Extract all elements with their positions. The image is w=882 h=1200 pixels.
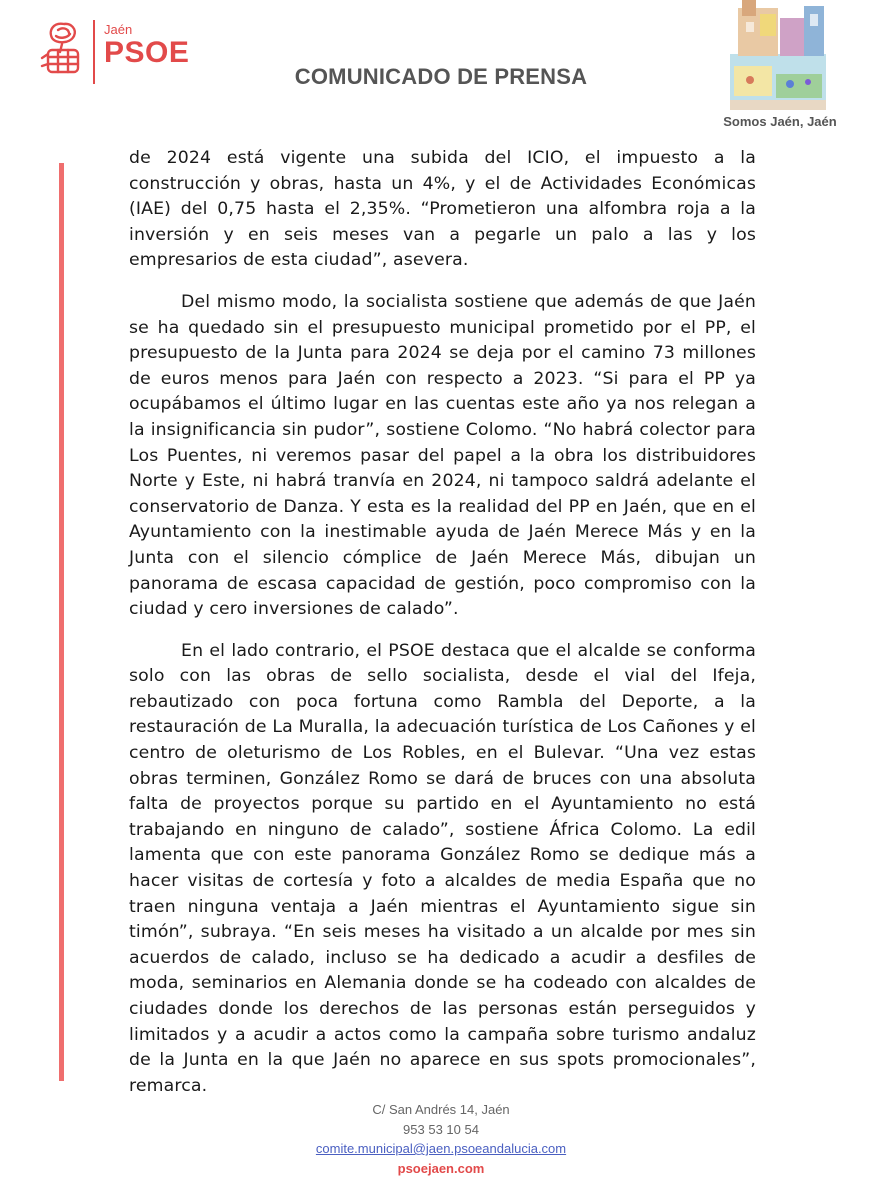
logo-city: Jaén [104, 22, 133, 37]
footer [0, 1100, 882, 1178]
footer-address: C/ San Andrés 14, Jaén [372, 1102, 510, 1117]
footer-email-link[interactable]: comite.municipal@jaen.psoeandalucia.com [315, 1141, 567, 1156]
city-illustration-icon [720, 0, 840, 112]
body-paragraph: Del mismo modo, la socialista sostiene que además de que Jaén se ha quedado sin el presupuesto municipal prometido por el PP, el presupuesto de la Junta para 2024 se deja por el camino 73 millones de euros menos para Jaén con respecto a 2023. “Si para el PP ya ocupábamos el último lugar en las cuentas este año ya nos relegan a la insignificancia sin pudor”, sostiene Colomo. “No habrá colector para Los Puentes, ni veremos pasar del papel a la obra los distribuidores Norte y Este, ni habrá tranvía en 2024, ni tampoco saldrá adelante el conservatorio de Danza. Y esta es la realidad del PP en Jaén, que en el Ayuntamiento con la inestimable ayuda de Jaén Merece Más y en la Junta con el silencio cómplice de Jaén Merece Más, dibujan un panorama de escasa capacidad de gestión, poco compromiso con la ciudad y cero inversiones de calado”. [129, 291, 756, 620]
emblem-caption: Somos Jaén, Jaén [723, 114, 837, 129]
logo-name: PSOE [104, 36, 190, 69]
body-paragraph: En el lado contrario, el PSOE destaca que el alcalde se conforma solo con las obras de sello socialista, desde el vial del Ifeja, rebautizado con poca fortuna como Rambla del Deporte, a la restauración de La Muralla, la adecuación turística de Los Cañones y el centro de oleturismo de Los Robles, en el Bulevar. “Una vez estas obras terminen, González Romo se dará de bruces con una absoluta falta de proyectos porque su partido en el Ayuntamiento no está trabajando en ninguno de calado”, sostiene África Colomo. La edil lamenta que con este panorama González Romo se dedique más a hacer visitas de cortesía y foto a alcaldes de media España que no traen ninguna ventaja a Jaén mientras el Ayuntamiento sigue sin timón”, subraya. “En seis meses ha visitado a un alcalde por mes sin acuerdos de calado, incluso se ha dedicado a acudir a desfiles de moda, seminarios en Alemania donde se ha codeado con alcaldes de ciudades donde los derechos de las personas están perseguidos y limitados y a acudir a actos como la campaña sobre turismo andaluz de la Junta en la que Jaén no aparece en sus spots promocionales”, remarca. [129, 640, 756, 1096]
body-paragraph: de 2024 está vigente una subida del ICIO, el impuesto a la construcción y obras, hasta un 4%, y el de Actividades Económicas (IAE) del 0,75 hasta el 2,35%. “Prometieron una alfombra roja a la inversión y en seis meses van a pegarle un palo a las y los empresarios de esta ciudad”, asevera. [129, 148, 756, 271]
press-release-body [129, 146, 756, 1115]
page-title: COMUNICADO DE PRENSA [294, 64, 588, 89]
footer-phone: 953 53 10 54 [403, 1121, 479, 1137]
side-accent-bar [59, 163, 64, 1081]
footer-website-link[interactable]: psoejaen.com [397, 1160, 485, 1176]
